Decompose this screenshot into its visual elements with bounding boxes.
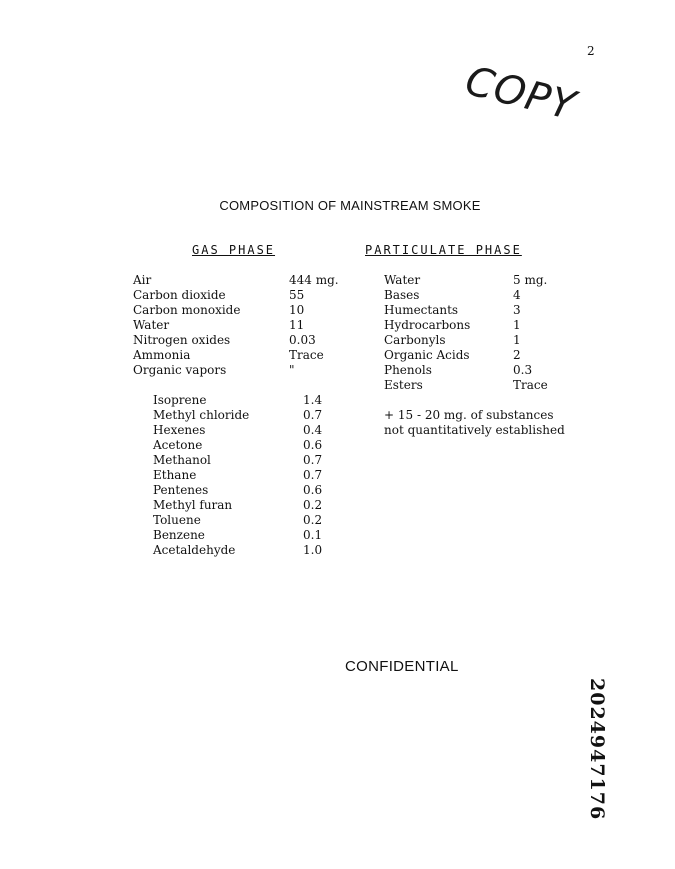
gas-item-value: 444 mg. <box>289 273 339 287</box>
page-number: 2 <box>587 44 595 58</box>
gas-item-name: Ammonia <box>133 348 191 362</box>
particulate-item-value: Trace <box>513 378 548 392</box>
vapor-item-name: Isoprene <box>153 393 207 407</box>
vapor-item-name: Ethane <box>153 468 197 482</box>
particulate-note-line1: + 15 - 20 mg. of substances <box>384 408 554 422</box>
particulate-item-value: 5 mg. <box>513 273 548 287</box>
vapor-item-value: 0.7 <box>303 408 323 422</box>
gas-item-value: 11 <box>289 318 305 332</box>
vapor-item-name: Toluene <box>153 513 201 527</box>
gas-item-value: 55 <box>289 288 305 302</box>
particulate-item-name: Carbonyls <box>384 333 446 347</box>
particulate-phase-heading: PARTICULATE PHASE <box>365 243 522 257</box>
vapor-item-name: Acetaldehyde <box>153 543 236 557</box>
gas-item-name: Carbon dioxide <box>133 288 226 302</box>
particulate-item-value: 0.3 <box>513 363 533 377</box>
vapor-item-value: 0.2 <box>303 498 323 512</box>
vapor-item-value: 1.0 <box>303 543 323 557</box>
particulate-item-name: Humectants <box>384 303 459 317</box>
vapor-item-name: Methyl chloride <box>153 408 250 422</box>
particulate-item-value: 2 <box>513 348 521 362</box>
particulate-item-value: 3 <box>513 303 521 317</box>
vapor-item-name: Benzene <box>153 528 205 542</box>
particulate-item-value: 1 <box>513 318 521 332</box>
gas-item-name: Water <box>133 318 170 332</box>
gas-item-value: 0.03 <box>289 333 316 347</box>
vapor-item-name: Hexenes <box>153 423 206 437</box>
vapor-item-name: Methyl furan <box>153 498 233 512</box>
vapor-item-value: 1.4 <box>303 393 323 407</box>
gas-item-name: Nitrogen oxides <box>133 333 231 347</box>
gas-item-value: " <box>289 363 295 377</box>
vapor-item-value: 0.6 <box>303 483 323 497</box>
particulate-item-value: 1 <box>513 333 521 347</box>
particulate-item-name: Bases <box>384 288 420 302</box>
gas-item-value: 10 <box>289 303 305 317</box>
copy-stamp: COPY <box>460 58 581 130</box>
particulate-item-name: Water <box>384 273 421 287</box>
page-title: COMPOSITION OF MAINSTREAM SMOKE <box>219 198 481 213</box>
particulate-item-name: Esters <box>384 378 423 392</box>
vapor-item-value: 0.6 <box>303 438 323 452</box>
confidential-label: CONFIDENTIAL <box>345 658 459 675</box>
particulate-note-line2: not quantitatively established <box>384 423 565 437</box>
document-id: 2024947176 <box>586 678 608 821</box>
vapor-item-value: 0.4 <box>303 423 323 437</box>
gas-item-value: Trace <box>289 348 324 362</box>
vapor-item-name: Acetone <box>153 438 203 452</box>
vapor-item-value: 0.2 <box>303 513 323 527</box>
particulate-item-name: Hydrocarbons <box>384 318 471 332</box>
gas-phase-heading: GAS PHASE <box>192 243 276 257</box>
particulate-item-value: 4 <box>513 288 521 302</box>
vapor-item-name: Pentenes <box>153 483 209 497</box>
vapor-item-name: Methanol <box>153 453 211 467</box>
vapor-item-value: 0.1 <box>303 528 323 542</box>
particulate-item-name: Phenols <box>384 363 432 377</box>
vapor-item-value: 0.7 <box>303 468 323 482</box>
gas-item-name: Organic vapors <box>133 363 227 377</box>
gas-item-name: Air <box>133 273 152 287</box>
particulate-item-name: Organic Acids <box>384 348 470 362</box>
gas-item-name: Carbon monoxide <box>133 303 241 317</box>
vapor-item-value: 0.7 <box>303 453 323 467</box>
